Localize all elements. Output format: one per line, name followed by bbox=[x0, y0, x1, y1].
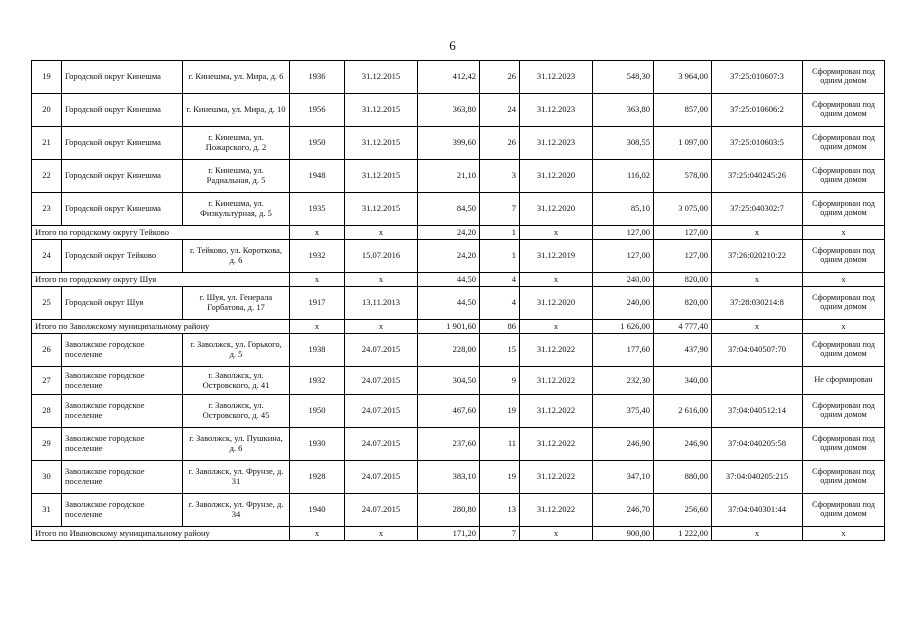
year-cell: 1938 bbox=[290, 334, 345, 367]
land-area-cell: 256,60 bbox=[654, 494, 712, 527]
land-area-cell: 820,00 bbox=[654, 287, 712, 320]
area-resettled-cell: 363,80 bbox=[593, 94, 654, 127]
address-cell: г. Кинешма, ул. Пожарского, д. 2 bbox=[183, 127, 290, 160]
address-cell: г. Заволжск, ул. Фрунзе, д. 31 bbox=[183, 461, 290, 494]
date-planned-cell: 31.12.2022 bbox=[520, 428, 593, 461]
cadastral-cell: x bbox=[712, 226, 803, 240]
total-row bbox=[32, 527, 885, 541]
total-row bbox=[32, 226, 885, 240]
date-planned-cell: x bbox=[520, 320, 593, 334]
date-planned-cell: 31.12.2023 bbox=[520, 94, 593, 127]
table-row bbox=[32, 127, 885, 160]
year-cell: 1932 bbox=[290, 367, 345, 395]
table-row bbox=[32, 193, 885, 226]
cadastral-cell: 37:25:010607:3 bbox=[712, 61, 803, 94]
area-resettled-cell: 177,60 bbox=[593, 334, 654, 367]
row-number-cell: 22 bbox=[32, 160, 62, 193]
municipality-cell: Городской округ Кинешма bbox=[62, 193, 183, 226]
residents-cell: 4 bbox=[480, 273, 520, 287]
residents-cell: 7 bbox=[480, 527, 520, 541]
land-area-cell: 340,00 bbox=[654, 367, 712, 395]
year-cell: 1956 bbox=[290, 94, 345, 127]
row-number-cell: 25 bbox=[32, 287, 62, 320]
land-area-cell: 127,00 bbox=[654, 226, 712, 240]
date-recognized-cell: 24.07.2015 bbox=[345, 428, 418, 461]
table-row bbox=[32, 334, 885, 367]
date-planned-cell: 31.12.2023 bbox=[520, 127, 593, 160]
residents-cell: 86 bbox=[480, 320, 520, 334]
area-resettled-cell: 240,00 bbox=[593, 273, 654, 287]
date-recognized-cell: x bbox=[345, 226, 418, 240]
table-body bbox=[32, 61, 885, 541]
municipality-cell: Заволжское городское поселение bbox=[62, 428, 183, 461]
status-cell: Сформирован под одним домом bbox=[803, 428, 885, 461]
address-cell: г. Заволжск, ул. Фрунзе, д. 34 bbox=[183, 494, 290, 527]
area-cell: 383,10 bbox=[418, 461, 480, 494]
area-cell: 171,20 bbox=[418, 527, 480, 541]
date-planned-cell: x bbox=[520, 527, 593, 541]
cadastral-cell: x bbox=[712, 320, 803, 334]
municipality-cell: Заволжское городское поселение bbox=[62, 367, 183, 395]
area-resettled-cell: 246,90 bbox=[593, 428, 654, 461]
date-recognized-cell: 24.07.2015 bbox=[345, 395, 418, 428]
land-area-cell: 2 616,00 bbox=[654, 395, 712, 428]
address-cell: г. Тейково, ул. Короткова, д. 6 bbox=[183, 240, 290, 273]
status-cell: Сформирован под одним домом bbox=[803, 240, 885, 273]
status-cell: Не сформирован bbox=[803, 367, 885, 395]
date-recognized-cell: 24.07.2015 bbox=[345, 367, 418, 395]
year-cell: 1928 bbox=[290, 461, 345, 494]
table-row bbox=[32, 428, 885, 461]
table-row bbox=[32, 94, 885, 127]
residents-cell: 11 bbox=[480, 428, 520, 461]
page-number: 6 bbox=[449, 38, 456, 53]
year-cell: x bbox=[290, 273, 345, 287]
date-recognized-cell: 13.11.2013 bbox=[345, 287, 418, 320]
municipality-cell: Заволжское городское поселение bbox=[62, 395, 183, 428]
municipality-cell: Городской округ Кинешма bbox=[62, 160, 183, 193]
cadastral-cell: 37:28:030214:8 bbox=[712, 287, 803, 320]
status-cell: Сформирован под одним домом bbox=[803, 494, 885, 527]
cadastral-cell: x bbox=[712, 527, 803, 541]
date-planned-cell: x bbox=[520, 226, 593, 240]
date-planned-cell: 31.12.2022 bbox=[520, 367, 593, 395]
cadastral-cell: x bbox=[712, 273, 803, 287]
total-label: Итого по городскому округу Шуя bbox=[32, 273, 290, 287]
row-number-cell: 28 bbox=[32, 395, 62, 428]
row-number-cell: 20 bbox=[32, 94, 62, 127]
residents-cell: 26 bbox=[480, 61, 520, 94]
year-cell: 1940 bbox=[290, 494, 345, 527]
land-area-cell: 1 222,00 bbox=[654, 527, 712, 541]
status-cell: x bbox=[803, 226, 885, 240]
area-cell: 228,00 bbox=[418, 334, 480, 367]
cadastral-cell: 37:26:020210:22 bbox=[712, 240, 803, 273]
table-row bbox=[32, 367, 885, 395]
land-area-cell: 4 777,40 bbox=[654, 320, 712, 334]
year-cell: 1932 bbox=[290, 240, 345, 273]
area-resettled-cell: 240,00 bbox=[593, 287, 654, 320]
land-area-cell: 127,00 bbox=[654, 240, 712, 273]
date-planned-cell: 31.12.2022 bbox=[520, 461, 593, 494]
land-area-cell: 820,00 bbox=[654, 273, 712, 287]
municipality-cell: Заволжское городское поселение bbox=[62, 494, 183, 527]
date-planned-cell: 31.12.2022 bbox=[520, 334, 593, 367]
row-number-cell: 27 bbox=[32, 367, 62, 395]
area-cell: 304,50 bbox=[418, 367, 480, 395]
status-cell: Сформирован под одним домом bbox=[803, 287, 885, 320]
area-cell: 467,60 bbox=[418, 395, 480, 428]
date-planned-cell: 31.12.2022 bbox=[520, 494, 593, 527]
total-row bbox=[32, 273, 885, 287]
date-recognized-cell: 31.12.2015 bbox=[345, 193, 418, 226]
row-number-cell: 19 bbox=[32, 61, 62, 94]
area-cell: 1 901,60 bbox=[418, 320, 480, 334]
address-cell: г. Кинешма, ул. Мира, д. 10 bbox=[183, 94, 290, 127]
date-planned-cell: 31.12.2020 bbox=[520, 287, 593, 320]
area-resettled-cell: 232,30 bbox=[593, 367, 654, 395]
address-cell: г. Кинешма, ул. Радиальная, д. 5 bbox=[183, 160, 290, 193]
row-number-cell: 26 bbox=[32, 334, 62, 367]
cadastral-cell: 37:04:040512:14 bbox=[712, 395, 803, 428]
area-cell: 237,60 bbox=[418, 428, 480, 461]
table-row bbox=[32, 395, 885, 428]
land-area-cell: 857,00 bbox=[654, 94, 712, 127]
row-number-cell: 29 bbox=[32, 428, 62, 461]
date-recognized-cell: x bbox=[345, 273, 418, 287]
year-cell: 1930 bbox=[290, 428, 345, 461]
area-cell: 44,50 bbox=[418, 287, 480, 320]
row-number-cell: 31 bbox=[32, 494, 62, 527]
residents-cell: 3 bbox=[480, 160, 520, 193]
date-planned-cell: 31.12.2020 bbox=[520, 160, 593, 193]
land-area-cell: 3 964,00 bbox=[654, 61, 712, 94]
date-recognized-cell: 15.07.2016 bbox=[345, 240, 418, 273]
area-resettled-cell: 85,10 bbox=[593, 193, 654, 226]
date-planned-cell: 31.12.2019 bbox=[520, 240, 593, 273]
area-cell: 24,20 bbox=[418, 226, 480, 240]
residents-cell: 13 bbox=[480, 494, 520, 527]
status-cell: Сформирован под одним домом bbox=[803, 193, 885, 226]
year-cell: x bbox=[290, 527, 345, 541]
table-row bbox=[32, 240, 885, 273]
row-number-cell: 21 bbox=[32, 127, 62, 160]
area-cell: 44,50 bbox=[418, 273, 480, 287]
address-cell: г. Заволжск, ул. Островского, д. 41 bbox=[183, 367, 290, 395]
date-recognized-cell: x bbox=[345, 527, 418, 541]
total-label: Итого по Заволжскому муниципальному району bbox=[32, 320, 290, 334]
municipality-cell: Городской округ Кинешма bbox=[62, 61, 183, 94]
area-resettled-cell: 116,02 bbox=[593, 160, 654, 193]
status-cell: Сформирован под одним домом bbox=[803, 160, 885, 193]
status-cell: x bbox=[803, 273, 885, 287]
residents-cell: 7 bbox=[480, 193, 520, 226]
cadastral-cell: 37:04:040507:70 bbox=[712, 334, 803, 367]
date-planned-cell: x bbox=[520, 273, 593, 287]
year-cell: x bbox=[290, 320, 345, 334]
address-cell: г. Заволжск, ул. Островского, д. 45 bbox=[183, 395, 290, 428]
housing-register-table bbox=[31, 60, 885, 541]
total-row bbox=[32, 320, 885, 334]
land-area-cell: 1 097,00 bbox=[654, 127, 712, 160]
year-cell: 1950 bbox=[290, 395, 345, 428]
status-cell: Сформирован под одним домом bbox=[803, 461, 885, 494]
residents-cell: 15 bbox=[480, 334, 520, 367]
address-cell: г. Заволжск, ул. Горького, д. 5 bbox=[183, 334, 290, 367]
residents-cell: 9 bbox=[480, 367, 520, 395]
residents-cell: 19 bbox=[480, 461, 520, 494]
address-cell: г. Шуя, ул. Генерала Горбатова, д. 17 bbox=[183, 287, 290, 320]
cadastral-cell: 37:25:010606:2 bbox=[712, 94, 803, 127]
residents-cell: 19 bbox=[480, 395, 520, 428]
area-resettled-cell: 127,00 bbox=[593, 226, 654, 240]
status-cell: Сформирован под одним домом bbox=[803, 127, 885, 160]
address-cell: г. Кинешма, ул. Мира, д. 6 bbox=[183, 61, 290, 94]
date-recognized-cell: 31.12.2015 bbox=[345, 160, 418, 193]
year-cell: 1948 bbox=[290, 160, 345, 193]
residents-cell: 26 bbox=[480, 127, 520, 160]
year-cell: x bbox=[290, 226, 345, 240]
year-cell: 1950 bbox=[290, 127, 345, 160]
status-cell: x bbox=[803, 320, 885, 334]
table-row bbox=[32, 461, 885, 494]
date-recognized-cell: x bbox=[345, 320, 418, 334]
table-row bbox=[32, 61, 885, 94]
cadastral-cell: 37:25:040245:26 bbox=[712, 160, 803, 193]
date-recognized-cell: 31.12.2015 bbox=[345, 61, 418, 94]
table-row bbox=[32, 494, 885, 527]
date-planned-cell: 31.12.2022 bbox=[520, 395, 593, 428]
row-number-cell: 30 bbox=[32, 461, 62, 494]
municipality-cell: Городской округ Кинешма bbox=[62, 94, 183, 127]
municipality-cell: Городской округ Тейково bbox=[62, 240, 183, 273]
land-area-cell: 880,00 bbox=[654, 461, 712, 494]
residents-cell: 1 bbox=[480, 226, 520, 240]
area-cell: 21,10 bbox=[418, 160, 480, 193]
status-cell: Сформирован под одним домом bbox=[803, 94, 885, 127]
residents-cell: 24 bbox=[480, 94, 520, 127]
address-cell: г. Заволжск, ул. Пушкина, д. 6 bbox=[183, 428, 290, 461]
municipality-cell: Городской округ Шуя bbox=[62, 287, 183, 320]
status-cell: x bbox=[803, 527, 885, 541]
land-area-cell: 437,90 bbox=[654, 334, 712, 367]
row-number-cell: 23 bbox=[32, 193, 62, 226]
area-resettled-cell: 900,00 bbox=[593, 527, 654, 541]
area-resettled-cell: 347,10 bbox=[593, 461, 654, 494]
land-area-cell: 3 075,00 bbox=[654, 193, 712, 226]
area-cell: 24,20 bbox=[418, 240, 480, 273]
area-resettled-cell: 246,70 bbox=[593, 494, 654, 527]
date-recognized-cell: 24.07.2015 bbox=[345, 461, 418, 494]
area-resettled-cell: 308,55 bbox=[593, 127, 654, 160]
municipality-cell: Заволжское городское поселение bbox=[62, 461, 183, 494]
year-cell: 1936 bbox=[290, 61, 345, 94]
date-planned-cell: 31.12.2023 bbox=[520, 61, 593, 94]
address-cell: г. Кинешма, ул. Физкультурная, д. 5 bbox=[183, 193, 290, 226]
cadastral-cell bbox=[712, 367, 803, 395]
residents-cell: 1 bbox=[480, 240, 520, 273]
cadastral-cell: 37:25:040302:7 bbox=[712, 193, 803, 226]
year-cell: 1935 bbox=[290, 193, 345, 226]
area-resettled-cell: 548,30 bbox=[593, 61, 654, 94]
residents-cell: 4 bbox=[480, 287, 520, 320]
table-row bbox=[32, 160, 885, 193]
date-recognized-cell: 31.12.2015 bbox=[345, 127, 418, 160]
date-recognized-cell: 31.12.2015 bbox=[345, 94, 418, 127]
cadastral-cell: 37:04:040205:215 bbox=[712, 461, 803, 494]
cadastral-cell: 37:04:040205:58 bbox=[712, 428, 803, 461]
municipality-cell: Заволжское городское поселение bbox=[62, 334, 183, 367]
total-label: Итого по Ивановскому муниципальному району bbox=[32, 527, 290, 541]
year-cell: 1917 bbox=[290, 287, 345, 320]
area-cell: 280,80 bbox=[418, 494, 480, 527]
land-area-cell: 578,00 bbox=[654, 160, 712, 193]
area-resettled-cell: 1 626,00 bbox=[593, 320, 654, 334]
date-recognized-cell: 24.07.2015 bbox=[345, 494, 418, 527]
status-cell: Сформирован под одним домом bbox=[803, 61, 885, 94]
area-cell: 84,50 bbox=[418, 193, 480, 226]
area-resettled-cell: 127,00 bbox=[593, 240, 654, 273]
status-cell: Сформирован под одним домом bbox=[803, 395, 885, 428]
total-label: Итого по городскому округу Тейково bbox=[32, 226, 290, 240]
cadastral-cell: 37:25:010603:5 bbox=[712, 127, 803, 160]
date-planned-cell: 31.12.2020 bbox=[520, 193, 593, 226]
cadastral-cell: 37:04:040301:44 bbox=[712, 494, 803, 527]
row-number-cell: 24 bbox=[32, 240, 62, 273]
area-cell: 363,80 bbox=[418, 94, 480, 127]
municipality-cell: Городской округ Кинешма bbox=[62, 127, 183, 160]
table-row bbox=[32, 287, 885, 320]
date-recognized-cell: 24.07.2015 bbox=[345, 334, 418, 367]
area-cell: 412,42 bbox=[418, 61, 480, 94]
status-cell: Сформирован под одним домом bbox=[803, 334, 885, 367]
land-area-cell: 246,90 bbox=[654, 428, 712, 461]
area-resettled-cell: 375,40 bbox=[593, 395, 654, 428]
area-cell: 399,60 bbox=[418, 127, 480, 160]
